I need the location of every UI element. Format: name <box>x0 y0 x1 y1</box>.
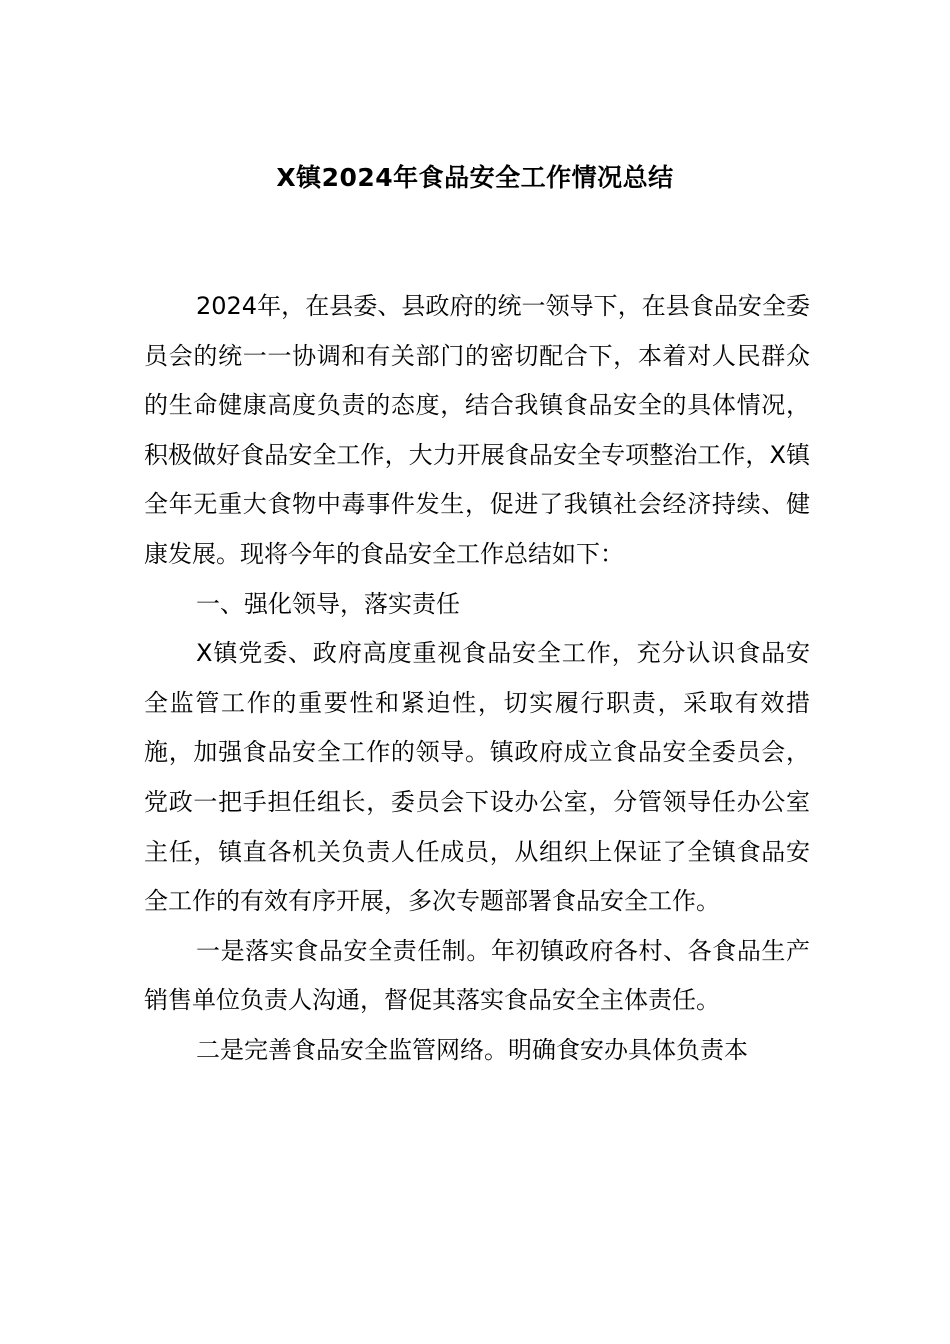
paragraph-intro: 2024年，在县委、县政府的统一领导下，在县食品安全委员会的统一一协调和有关部门的密切配合下，本着对人民群众的生命健康高度负责的态度，结合我镇食品安全的具体情况，积极做好食品安全工作，大力开展食品安全专项整治工作，X镇全年无重大食物中毒事件发生，促进了我镇社会经济持续、健康发展。现将今年的食品安全工作总结如下： <box>144 292 810 568</box>
paragraph-leadership: X镇党委、政府高度重视食品安全工作，充分认识食品安全监管工作的重要性和紧迫性，切实履行职责，采取有效措施，加强食品安全工作的领导。镇政府成立食品安全委员会，党政一把手担任组长，委员会下设办公室，分管领导任办公室主任，镇直各机关负责人任成员，从组织上保证了全镇食品安全工作的有效有序开展，多次专题部署食品安全工作。 <box>144 639 810 916</box>
paragraph-point-2: 二是完善食品安全监管网络。明确食安办具体负责本 <box>196 1035 748 1064</box>
document-body <box>144 282 810 1076</box>
section-heading-1: 一、强化领导，落实责任 <box>196 589 460 618</box>
paragraph-point-1: 一是落实食品安全责任制。年初镇政府各村、各食品生产销售单位负责人沟通，督促其落实食品安全主体责任。 <box>144 936 810 1015</box>
document-title: X镇2024年食品安全工作情况总结 <box>276 163 674 192</box>
